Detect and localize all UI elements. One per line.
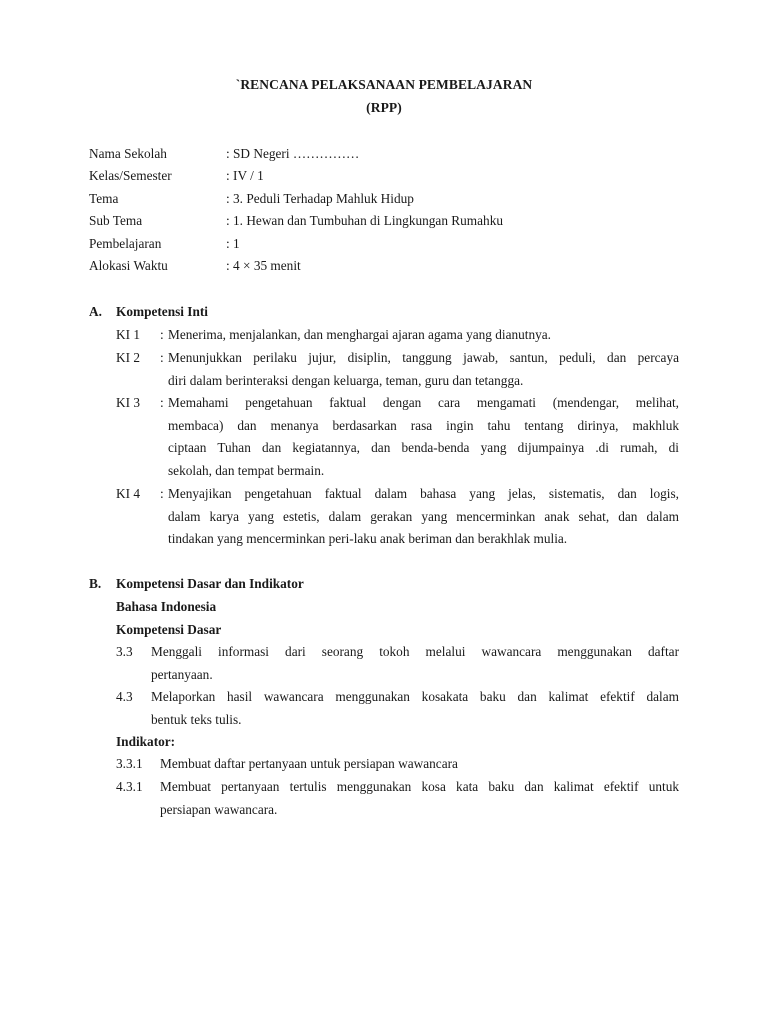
ki-text-line: tindakan yang mencerminkan peri-laku anak beriman dan berakhlak mulia. <box>168 531 568 546</box>
identity-label: Pembelajaran <box>89 236 162 251</box>
document-subtitle: (RPP) <box>366 100 402 115</box>
section-heading: Kompetensi Inti <box>116 304 208 319</box>
kd-text-line: pertanyaan. <box>151 667 213 682</box>
indicator-text-line: persiapan wawancara. <box>160 802 278 817</box>
ki-code: KI 1 <box>116 327 141 342</box>
ki-colon: : <box>160 350 164 365</box>
kd-code: 3.3 <box>116 644 133 659</box>
section-heading: Kompetensi Dasar dan Indikator <box>116 576 304 591</box>
identity-value: : 1 <box>226 236 240 251</box>
subject-heading: Bahasa Indonesia <box>116 599 217 614</box>
indicator-text-line: Membuat daftar pertanyaan untuk persiapan wawancara <box>160 756 458 771</box>
identity-label: Tema <box>89 191 119 206</box>
ki-text-line: Menerima, menjalankan, dan menghargai ajaran agama yang dianutnya. <box>168 327 551 342</box>
kd-text-line: bentuk teks tulis. <box>151 712 242 727</box>
identity-label: Sub Tema <box>89 213 143 228</box>
document-title: `RENCANA PELAKSANAAN PEMBELAJARAN <box>235 77 533 92</box>
ki-code: KI 2 <box>116 350 141 365</box>
kd-heading: Kompetensi Dasar <box>116 622 222 637</box>
identity-value: : IV / 1 <box>226 168 264 183</box>
kd-text-line: Melaporkan hasil wawancara menggunakan kosakata baku dan kalimat efektif dalam <box>151 689 679 704</box>
identity-label: Nama Sekolah <box>89 146 167 161</box>
identity-value: : 1. Hewan dan Tumbuhan di Lingkungan Rumahku <box>226 213 504 228</box>
ki-code: KI 4 <box>116 486 141 501</box>
ki-text-line: membaca) dan menanya berdasarkan rasa ingin tahu tentang dirinya, makhluk <box>168 418 679 433</box>
kd-text-line: Menggali informasi dari seorang tokoh melalui wawancara menggunakan daftar <box>151 644 679 659</box>
ki-code: KI 3 <box>116 395 141 410</box>
section-letter: B. <box>89 576 102 591</box>
section-letter: A. <box>89 304 102 319</box>
ki-text-line: Menyajikan pengetahuan faktual dalam bahasa yang jelas, sistematis, dan logis, <box>168 486 679 501</box>
ki-text-line: diri dalam berinteraksi dengan keluarga, teman, guru dan tetangga. <box>168 373 524 388</box>
ki-colon: : <box>160 486 164 501</box>
identity-label: Kelas/Semester <box>89 168 172 183</box>
indicator-text-line: Membuat pertanyaan tertulis menggunakan kosa kata baku dan kalimat efektif untuk <box>160 779 679 794</box>
ki-text-line: Memahami pengetahuan faktual dengan cara mengamati (mendengar, melihat, <box>168 395 679 410</box>
identity-label: Alokasi Waktu <box>89 258 168 273</box>
ki-text-line: Menunjukkan perilaku jujur, disiplin, tanggung jawab, santun, peduli, dan percaya <box>168 350 679 365</box>
indicator-heading: Indikator: <box>116 734 176 749</box>
ki-text-line: sekolah, dan tempat bermain. <box>168 463 325 478</box>
ki-colon: : <box>160 327 164 342</box>
ki-text-line: ciptaan Tuhan dan kegiatannya, dan benda-benda yang dijumpainya .di rumah, di <box>168 440 679 455</box>
identity-value: : SD Negeri …………… <box>226 146 360 161</box>
indicator-code: 3.3.1 <box>116 756 143 771</box>
ki-text-line: dalam karya yang estetis, dalam gerakan yang mencerminkan anak sehat, dan dalam <box>168 509 679 524</box>
identity-value: : 3. Peduli Terhadap Mahluk Hidup <box>226 191 414 206</box>
identity-value: : 4 × 35 menit <box>226 258 301 273</box>
kd-code: 4.3 <box>116 689 133 704</box>
ki-colon: : <box>160 395 164 410</box>
indicator-code: 4.3.1 <box>116 779 143 794</box>
